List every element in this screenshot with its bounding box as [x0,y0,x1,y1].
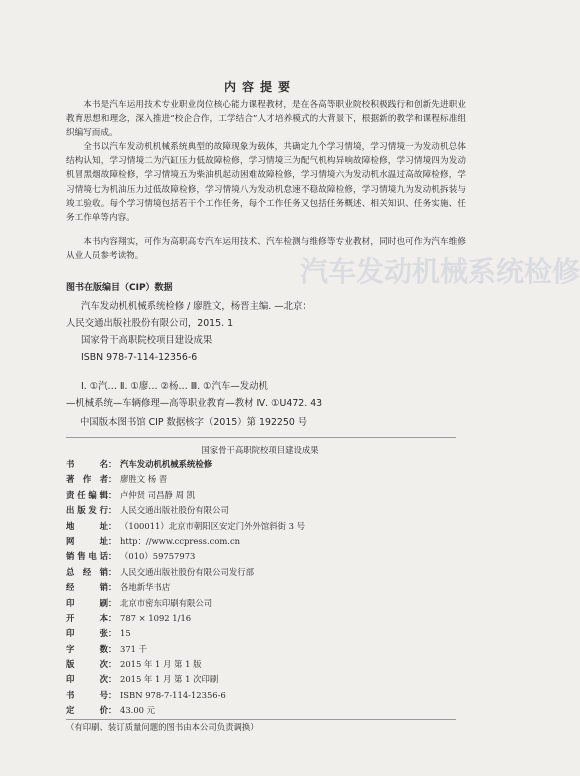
info-separator: ： [108,689,117,700]
info-value: 43.00 元 [120,705,156,716]
info-value: （100011）北京市朝阳区安定门外外馆斜街 3 号 [120,520,305,531]
info-label: 著 作 者 [66,474,108,485]
info-row [66,489,466,504]
info-label: 网 址 [66,535,108,546]
info-label: 印 张 [66,628,108,639]
summary-paragraph: 本书内容翔实，可作为高职高专汽车运用技术、汽车检测与维修等专业教材，同时也可作为汽车维修从业人员参考读物。 [66,237,466,262]
info-value: ISBN 978-7-114-12356-6 [120,689,226,700]
info-value: 787 × 1092 1/16 [120,612,192,623]
info-label: 销 售 电 话 [66,551,108,562]
summary-title: 内容提要 [223,80,296,94]
info-value: 各地新华书店 [120,582,171,593]
info-separator: ： [108,474,117,485]
cip-class-line: Ⅰ. ①汽… Ⅱ. ①廖… ②杨… Ⅲ. ①汽车—发动机 [81,381,268,392]
info-value: 卢仲贤 司昌静 周 凯 [120,489,195,500]
info-value: 人民交通出版社股份有限公司发行部 [120,566,254,577]
info-separator: ： [108,489,117,500]
cip-line: ISBN 978-7-114-12356-6 [81,352,198,363]
info-label: 出 版 发 行 [66,505,108,516]
info-separator: ： [108,659,117,670]
info-separator: ： [108,597,117,608]
info-value: （010）59757973 [120,551,196,562]
cip-verification: 中国版本图书馆 CIP 数据核字（2015）第 192250 号 [80,417,308,428]
info-row [66,704,466,719]
summary-paragraph: 全书以汽车发动机机械系统典型的故障现象为载体，共确定九个学习情境，学习情境一为发动机总体结构认知，学习情境二为汽缸压力低故障检修，学习情境三为配气机构异响故障检修，学习情境四为发动机冒黑烟故障检修，学习情境五为柴油机起动困难故障检修，学习情境六为发动机水温过高故障检修，学习情境七为机油压力过低故障检修，学习情境八为发动机怠速不稳故障检修，学习情境九为发动机拆装与竣工验收。每个学习情境包括若干个工作任务，每个工作任务又包括任务概述、相关知识、任务实施、任务工作单等内容。 [66,142,466,224]
project-title: 国家骨干高职院校项目建设成果 [201,445,319,455]
info-row [66,689,466,704]
info-row [66,535,466,550]
info-value: 2015 年 1 月 第 1 次印刷 [120,674,219,685]
summary-paragraph: 本书是汽车运用技术专业职业岗位核心能力课程教材，是在各高等职业院校积极践行和创新先进职业教育思想和理念，深入推进“校企合作，工学结合”人才培养模式的大背景下，根据新的教学和课程标准组织编写而成。 [66,100,466,139]
info-row [66,458,466,473]
info-row [66,550,466,565]
info-value: 人民交通出版社股份有限公司 [120,505,229,516]
info-value: 汽车发动机机械系统检修 [120,459,213,469]
info-value: 廖胜文 杨 晋 [120,474,168,485]
divider [66,719,456,720]
info-separator: ： [108,520,117,531]
show-through-watermark: 汽车发动机械系统检修 [300,255,580,288]
info-label: 书 号 [66,689,108,700]
quality-note: （有印刷、装订质量问题的图书由本公司负责调换） [66,722,259,732]
info-separator: ： [108,643,117,654]
cip-line: 人民交通出版社股份有限公司，2015. 1 [66,318,234,329]
info-value: 北京市密东印刷有限公司 [120,597,213,608]
info-row [66,658,466,673]
info-label: 印 刷 [66,597,108,608]
info-row [66,581,466,596]
info-label: 印 次 [66,674,108,685]
cip-classification [66,378,486,412]
info-row [66,627,466,642]
info-label: 总 经 销 [66,566,108,577]
info-row [66,504,466,519]
info-label: 开 本 [66,612,108,623]
info-label: 字 数 [66,643,108,654]
info-row [66,473,466,488]
info-separator: ： [108,705,117,716]
publication-info [66,458,466,720]
info-separator: ： [108,505,117,516]
info-separator: ： [108,551,117,562]
info-value: 371 千 [120,643,148,654]
info-separator: ： [108,628,117,639]
info-label: 定 价 [66,705,108,716]
info-separator: ： [108,674,117,685]
info-value: http：//www.ccpress.com.cn [120,535,241,546]
info-separator: ： [108,535,117,546]
info-row [66,597,466,612]
info-row [66,643,466,658]
cip-line: 汽车发动机机械系统检修 / 廖胜文，杨晋主编. —北京： [81,301,312,312]
info-row [66,673,466,688]
info-separator: ： [108,612,117,623]
info-row [66,520,466,535]
info-value: 2015 年 1 月 第 1 版 [120,659,202,670]
cip-class-line: —机械系统—车辆修理—高等职业教育—教材 Ⅳ. ①U472. 43 [66,398,323,409]
info-separator: ： [108,582,117,593]
info-separator: ： [108,566,117,577]
cip-line: 国家骨干高职院校项目建设成果 [81,335,213,346]
cip-record [66,298,486,366]
info-row [66,566,466,581]
cip-heading: 图书在版编目（CIP）数据 [66,283,173,293]
info-label: 地 址 [66,520,108,531]
info-label: 版 次 [66,659,108,670]
info-separator: ： [108,459,117,469]
info-label: 责 任 编 辑 [66,489,108,500]
info-label: 书 名 [66,459,108,469]
info-row [66,612,466,627]
info-value: 15 [120,628,131,639]
divider [66,437,456,438]
info-label: 经 销 [66,582,108,593]
